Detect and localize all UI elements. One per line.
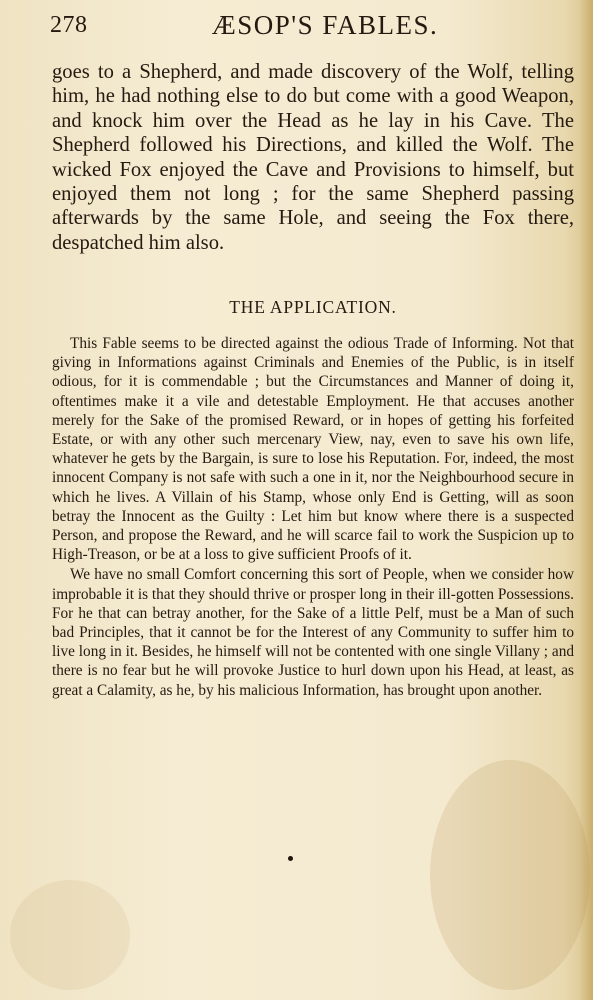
page-edge-shadow bbox=[579, 0, 593, 1000]
application-paragraph-2: We have no small Comfort concerning this sort of People, when we consider how improbable it is that they should thrive or prosper long in their ill-gotten Possessions. For he that can betray another, for the Sake of a little Pelf, must be a Man of such bad Principles, that it cannot be for the Interest of any Community to suffer him to live long in it. Besides, he himself will not be contented with one single Villany ; and there is no fear but he will provoke Justice to hurl down upon his Head, at least, as great a Calamity, as he, by his malicious Information, has brought upon another. bbox=[52, 566, 574, 699]
section-heading: THE APPLICATION. bbox=[229, 297, 397, 317]
page-number: 278 bbox=[50, 12, 88, 38]
application-text-block bbox=[52, 334, 574, 700]
ink-dot bbox=[288, 856, 293, 861]
paper-stain bbox=[10, 880, 130, 990]
paper-stain bbox=[430, 760, 590, 990]
running-head: ÆSOP'S FABLES. bbox=[211, 10, 439, 40]
fable-paragraph: goes to a Shepherd, and made discovery of the Wolf, telling him, he had nothing else to do but come with a good Weapon, and knock him over the Head as he lay in his Cave. The Shepherd followed his Directions, and killed the Wolf. The wicked Fox enjoyed the Cave and Provisions to himself, but enjoyed them not long ; for the same Shepherd passing afterwards by the same Hole, and seeing the Fox there, despatched him also. bbox=[52, 61, 574, 254]
application-paragraph-1: This Fable seems to be directed against the odious Trade of Informing. Not that giving in Informations against Criminals and Enemies of the Public, is in itself odious, for it is commendable ; but the Circumstances and Manner of doing it, oftentimes make it a vile and detestable Employment. He that accuses another merely for the Sake of the promised Reward, or in hopes of getting his forfeited Estate, or with any other such mercenary View, nay, even to save his own life, whatever he gets by the Bargain, is sure to lose his Reputation. For, indeed, the most innocent Company is not safe with such a one in it, nor the Neighbourhood secure in which he lives. A Villain of his Stamp, whose only End is Getting, will as soon betray the Innocent as the Guilty : Let him but know where there is a suspected Person, and propose the Reward, and he will scarce fail to work the Suspicion up to High-Treason, or be at a loss to give sufficient Proofs of it. bbox=[52, 335, 574, 564]
fable-text-block bbox=[52, 60, 574, 255]
page-header bbox=[50, 8, 580, 42]
